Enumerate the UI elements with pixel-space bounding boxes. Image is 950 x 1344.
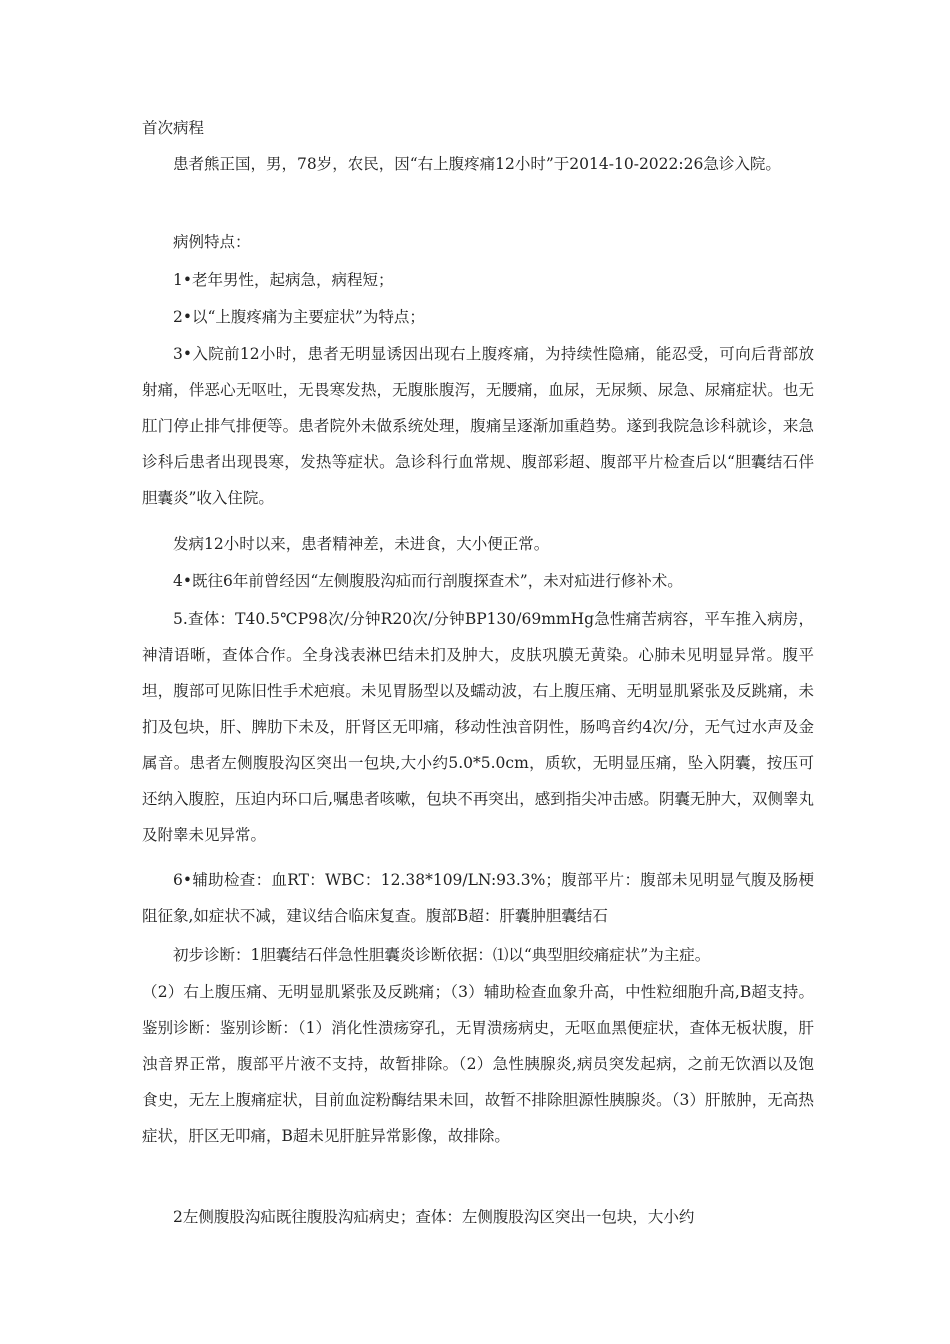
feature-item-2: 2•以“上腹疼痛为主要症状”为特点；: [173, 308, 425, 326]
auxiliary-exam-paragraph: 6•辅助检查：血RT：WBC：12.38*109/LN:93.3%；腹部平片：腹部未见明显气腹及肠梗阻征象,如症状不减，建议结合临床复查。腹部B超：肝囊肿胆囊结石: [142, 871, 814, 925]
differential-diagnosis-paragraph: （2）右上腹压痛、无明显肌紧张及反跳痛；（3）辅助检查血象升高，中性粒细胞升高,B超支持。鉴别诊断：鉴别诊断：（1）消化性溃疡穿孔，无胃溃疡病史，无呕血黑便症状，查体无板状腹，肝浊音界正常，腹部平片液不支持，故暂排除。（2）急性胰腺炎,病员突发起病，之前无饮酒以及饱食史，无左上腹痛症状，目前血淀粉酶结果未回，故暂不排除胆源性胰腺炎。（3）肝脓肿，无高热症状，肝区无叩痛，B超未见肝脏异常影像，故排除。: [142, 983, 814, 1145]
initial-diagnosis-paragraph: 初步诊断：1胆囊结石伴急性胆囊炎诊断依据：⑴以“典型胆绞痛症状”为主症。: [173, 946, 711, 964]
onset-paragraph: 发病12小时以来，患者精神差，未进食，大小便正常。: [173, 535, 550, 553]
physical-exam-paragraph: 5.查体：T40.5℃P98次/分钟R20次/分钟BP130/69mmHg急性痛苦病容，平车推入病房，神清语晰，查体合作。全身浅表淋巴结未扪及肿大，皮肤巩膜无黄染。心肺未见明显异常。腹平坦，腹部可见陈旧性手术疤痕。未见胃肠型以及蠕动波，右上腹压痛、无明显肌紧张及反跳痛，未扪及包块，肝、脾肋下未及，肝肾区无叩痛，移动性浊音阴性，肠鸣音约4次/分，无气过水声及金属音。患者左侧腹股沟区突出一包块,大小约5.0*5.0cm，质软，无明显压痛，坠入阴囊，按压可还纳入腹腔，压迫内环口后,嘱患者咳嗽，包块不再突出，感到指尖冲击感。阴囊无肿大，双侧睾丸及附睾未见异常。: [142, 610, 814, 844]
patient-intro-paragraph: 患者熊正国，男，78岁，农民，因“右上腹疼痛12小时”于2014-10-2022:26急诊入院。: [173, 155, 781, 173]
feature-item-1: 1•老年男性，起病急，病程短；: [173, 271, 394, 289]
diagnosis-2-paragraph: 2左侧腹股沟疝既往腹股沟疝病史；查体：左侧腹股沟区突出一包块，大小约: [173, 1208, 695, 1226]
case-features-heading: 病例特点：: [173, 233, 251, 251]
document-title: 首次病程: [142, 119, 205, 137]
feature-item-4: 4•既往6年前曾经因“左侧腹股沟疝而行剖腹探查术”，未对疝进行修补术。: [173, 572, 683, 590]
feature-item-3: 3•入院前12小时，患者无明显诱因出现右上腹疼痛，为持续性隐痛，能忍受，可向后背部放射痛，伴恶心无呕吐，无畏寒发热，无腹胀腹泻，无腰痛，血尿，无尿频、尿急、尿痛症状。也无肛门停止排气排便等。患者院外未做系统处理，腹痛呈逐渐加重趋势。遂到我院急诊科就诊，来急诊科后患者出现畏寒，发热等症状。急诊科行血常规、腹部彩超、腹部平片检查后以“胆囊结石伴胆囊炎”收入住院。: [142, 345, 814, 507]
